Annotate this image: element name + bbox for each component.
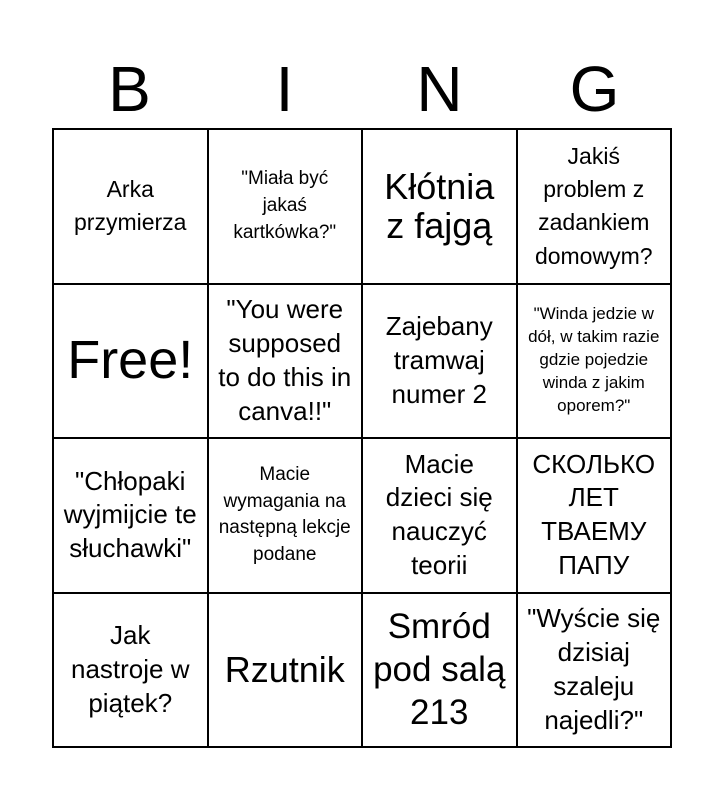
header-letter-g: G [569,53,620,125]
bingo-cell[interactable]: "Chłopaki wyjmijcie te słuchawki" [53,438,208,593]
bingo-board [52,128,672,748]
bingo-cell[interactable]: Jak nastroje w piątek? [53,593,208,748]
bingo-cell[interactable]: Rzutnik [208,593,363,748]
bingo-cell[interactable]: Arka przymierza [53,129,208,284]
header-letter-n: N [416,53,463,125]
bingo-cell[interactable]: Jakiś problem z zadankiem domowym? [517,129,672,284]
bingo-cell[interactable]: "You were supposed to do this in canva!!" [208,284,363,439]
bingo-cell[interactable]: Zajebany tramwaj numer 2 [362,284,517,439]
bingo-cell[interactable]: "Wyście się dzisiaj szaleju najedli?" [517,593,672,748]
bingo-cell[interactable]: Kłótnia z fajgą [362,129,517,284]
bingo-header [52,50,672,128]
free-space-cell[interactable]: Free! [53,284,208,439]
header-letter-b: B [108,53,151,125]
bingo-cell[interactable]: Macie dzieci się nauczyć teorii [362,438,517,593]
bingo-cell[interactable]: Macie wymagania na następną lekcje podane [208,438,363,593]
bingo-cell[interactable]: СКОЛЬКО ЛЕТ ТВАЕМУ ПАПУ [517,438,672,593]
header-letter-i: I [275,53,294,125]
bingo-cell[interactable]: "Miała być jakaś kartkówka?" [208,129,363,284]
bingo-cell[interactable]: "Winda jedzie w dół, w takim razie gdzie pojedzie winda z jakim oporem?" [517,284,672,439]
bingo-cell[interactable]: Smród pod salą 213 [362,593,517,748]
